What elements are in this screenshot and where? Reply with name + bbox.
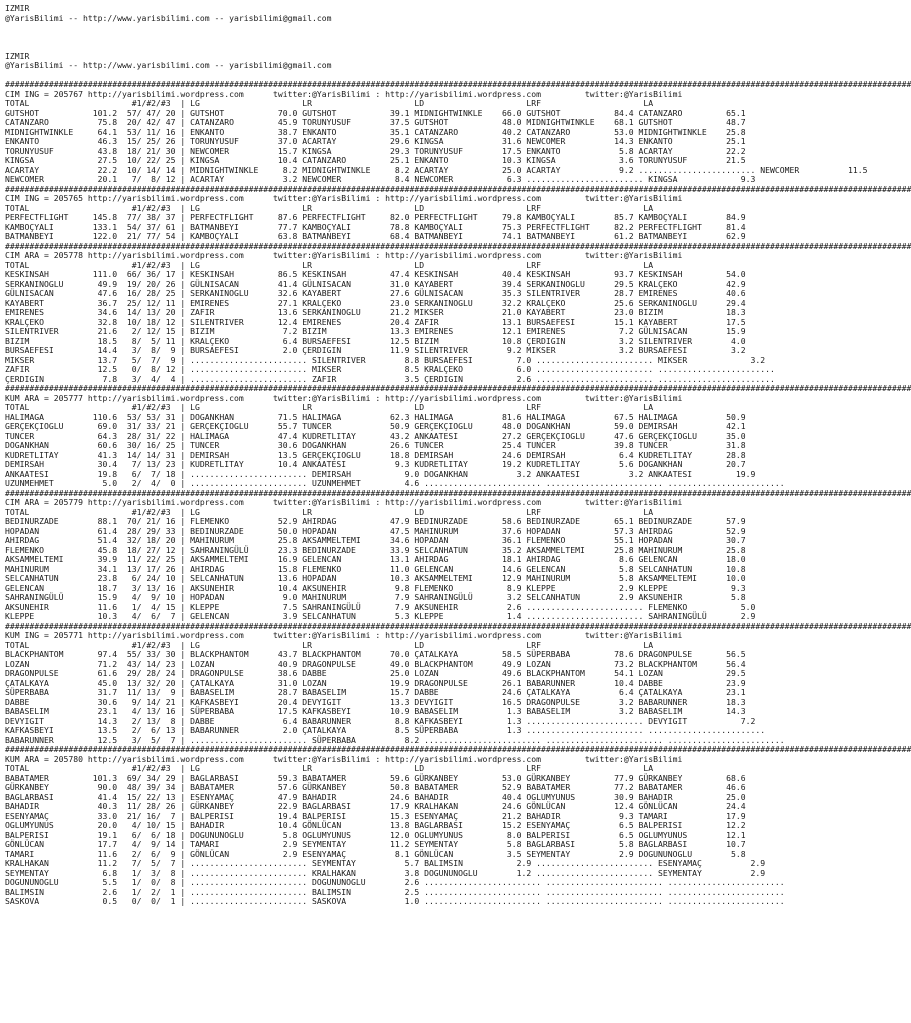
text-line: TAMARI 11.6 2/ 6/ 9 | GÖNLÜCAN 2.9 ESENYAMAÇ 8.1 GÖNLÜCAN 3.5 SEYMENTAY 2.9 DOGUNUNOGLU 5.8	[5, 848, 746, 859]
text-line: IZMIR	[5, 3, 30, 13]
text-line: AHIRDAG 51.4 32/ 18/ 20 | MAHINURUM 25.8 AKSAMMELTEMI 34.6 HOPADAN 36.1 FLEMENKO 55.1 HOPADAN 30.7	[5, 535, 746, 545]
text-line: KLEPPE 10.3 4/ 6/ 7 | GELENCAN 3.9 SELCANHATUN 5.3 KLEPPE 1.4 ........................ SAHRANINGÜLÜ 2.9	[5, 611, 756, 621]
text-line: BAGLARBASI 41.4 15/ 22/ 13 | ESENYAMAÇ 47.9 BAHADIR 24.6 BAHADIR 40.4 OGLUMYUNUS 30.9 BAHADIR 25.0	[5, 791, 746, 802]
text-line: SAHRANINGÜLÜ 15.9 4/ 9/ 10 | HOPADAN 9.0 MAHINURUM 7.9 SAHRANINGÜLÜ 3.2 SELCANHATUN 2.9 AKSUNEHIR 5.8	[5, 592, 746, 602]
text-line: TOTAL #1/#2/#3 | LG LR LD LRF LA	[5, 763, 654, 773]
text-line: BALPERISI 19.1 6/ 6/ 18 | DOGUNUNOGLU 5.8 OGLUMYUNUS 12.0 OGLUMYUNUS 8.0 BALPERISI 6.5 OGLUMYUNUS 12.1	[5, 829, 746, 840]
text-line: GELENCAN 18.7 3/ 13/ 16 | AKSUNEHIR 10.4 AKSUNEHIR 9.8 FLEMENKO 8.9 KLEPPE 2.9 KLEPPE 9.3	[5, 582, 746, 593]
text-line: CATANZARO 75.8 20/ 42/ 47 | CATANZARO 45.9 TORUNYUSUF 37.5 GUTSHOT 48.0 MIDNIGHTWINKLE 68.1 GUTSHOT 48.7	[5, 117, 746, 127]
text-line: ##########################################################################################################################################################################################	[5, 620, 911, 631]
text-line: GÜRKANBEY 90.0 48/ 39/ 34 | BABATAMER 57.6 GÜRKANBEY 50.8 BABATAMER 52.9 BABATAMER 77.2 BABATAMER 46.6	[5, 782, 746, 792]
text-line	[5, 23, 819, 33]
text-line: SILENTRIVER 21.6 2/ 12/ 15 | BIZIM 7.2 BIZIM 13.3 EMIRENES 12.1 EMIRENES 7.2 GÜLNISACAN 15.9	[5, 326, 746, 336]
text-line: ##########################################################################################################################################################################################	[5, 240, 911, 251]
text-line: ZAFIR 12.5 0/ 8/ 12 | ........................ MIKSER 8.5 KRALÇEKO 6.0 ........................ ........................	[5, 364, 775, 374]
text-line: CIM ARA = 205779 http://yarisbilimi.wordpress.com twitter:@YarisBilimi : http://yarisbilimi.wordpress.com twitter:@YarisBilimi	[5, 497, 683, 507]
text-line: TOTAL #1/#2/#3 | LG LR LD LRF LA	[5, 202, 654, 213]
text-line: SELCANHATUN 23.8 6/ 24/ 10 | SELCANHATUN 13.6 HOPADAN 10.3 AKSAMMELTEMI 12.9 MAHINURUM 5.8 AKSAMMELTEMI 10.0	[5, 573, 746, 583]
text-line	[5, 42, 819, 52]
text-line: BATMANBEYI 122.0 21/ 77/ 54 | KAMBOÇYALI 63.8 BATMANBEYI 68.4 BATMANBEYI 74.1 BATMANBEYI 61.2 BATMANBEYI 62.9	[5, 231, 746, 241]
text-line: DEVYIGIT 14.3 2/ 13/ 8 | DABBE 6.4 BABARUNNER 8.8 KAFKASBEYI 1.3 ........................ DEVYIGIT 7.2	[5, 715, 756, 726]
text-line: HOPADAN 61.4 28/ 29/ 33 | BEDINURZADE 50.0 HOPADAN 47.5 MAHINURUM 37.6 HOPADAN 57.3 AHIRDAG 52.9	[5, 525, 746, 536]
text-line: GÜLNISACAN 47.6 16/ 28/ 25 | SERKANINOGLU 32.6 KAYABERT 27.6 GÜLNISACAN 35.3 SILENTRIVER 28.7 EMIRENES 40.6	[5, 288, 746, 298]
text-line	[5, 33, 819, 43]
text-line: BEDINURZADE 88.1 70/ 21/ 16 | FLEMENKO 52.9 AHIRDAG 47.9 BEDINURZADE 58.6 BEDINURZADE 65.1 BEDINURZADE 57.9	[5, 516, 746, 526]
text-line: ÇERDIGIN 7.8 3/ 4/ 4 | ........................ ZAFIR 3.5 ÇERDIGIN 2.6 ........................ ........................	[5, 373, 775, 384]
text-line: KUM ARA = 205777 http://yarisbilimi.wordpress.com twitter:@YarisBilimi : http://yarisbilimi.wordpress.com twitter:@YarisBilimi	[5, 392, 683, 403]
text-line: MAHINURUM 34.1 13/ 17/ 26 | AHIRDAG 15.8 FLEMENKO 11.0 GELENCAN 14.6 GELENCAN 5.8 SELCANHATUN 10.8	[5, 563, 746, 574]
text-line: KUM ING = 205771 http://yarisbilimi.wordpress.com twitter:@YarisBilimi : http://yarisbilimi.wordpress.com twitter:@YarisBilimi	[5, 630, 683, 640]
text-line: KRALHAKAN 11.2 7/ 5/ 7 | ........................ SEYMENTAY 5.7 BALIMSIN 2.9 ........................ ESENYAMAÇ 2.9	[5, 858, 766, 868]
text-line: DEMIRSAH 30.4 7/ 13/ 23 | KUDRETLITAY 10.4 ANKAATESI 9.3 KUDRETLITAY 19.2 KUDRETLITAY 5.6 DOGANKHAN 20.7	[5, 459, 746, 469]
text-line: SÜPERBABA 31.7 11/ 13/ 9 | BABASELIM 28.7 BABASELIM 15.7 DABBE 24.6 ÇATALKAYA 6.4 ÇATALKAYA 23.1	[5, 687, 746, 697]
text-line: CIM ING = 205765 http://yarisbilimi.wordpress.com twitter:@YarisBilimi : http://yarisbilimi.wordpress.com twitter:@YarisBilimi	[5, 193, 683, 203]
text-line: MIKSER 13.7 5/ 7/ 9 | ........................ SILENTRIVER 8.8 BURSAEFESI 7.0 ........................ MIKSER 3.2	[5, 354, 766, 365]
text-line: NEWCOMER 20.1 7/ 8/ 12 | ACARTAY 3.2 NEWCOMER 8.4 NEWCOMER 6.3 ........................ KINGSA 9.3	[5, 174, 756, 184]
text-line: OGLUMYUNUS 20.0 4/ 10/ 15 | BAHADIR 10.4 GÖNLÜCAN 13.8 BAGLARBASI 15.2 ESENYAMAÇ 6.5 BALPERISI 12.2	[5, 820, 746, 830]
text-line: HALIMAGA 110.6 53/ 53/ 31 | DOGANKHAN 71.5 HALIMAGA 62.3 HALIMAGA 81.6 HALIMAGA 67.5 HALIMAGA 50.9	[5, 411, 746, 422]
text-line: ##########################################################################################################################################################################################	[5, 183, 911, 194]
text-line: FLEMENKO 45.8 18/ 27/ 12 | SAHRANINGÜLÜ 23.3 BEDINURZADE 33.9 SELCANHATUN 35.2 AKSAMMELTEMI 25.8 MAHINURUM 25.8	[5, 544, 746, 555]
text-line: ÇATALKAYA 45.0 13/ 32/ 20 | ÇATALKAYA 31.0 LOZAN 19.9 DRAGONPULSE 26.1 BABARUNNER 10.4 DABBE 23.9	[5, 677, 746, 688]
text-line: BLACKPHANTOM 97.4 55/ 33/ 30 | BLACKPHANTOM 43.7 BLACKPHANTOM 70.0 ÇATALKAYA 58.5 SÜPERBABA 78.6 DRAGONPULSE 56.5	[5, 649, 746, 659]
text-line: TOTAL #1/#2/#3 | LG LR LD LRF LA	[5, 506, 654, 517]
text-line: ##########################################################################################################################################################################################	[5, 744, 911, 754]
text-line: AKSUNEHIR 11.6 1/ 4/ 15 | KLEPPE 7.5 SAHRANINGÜLÜ 7.9 AKSUNEHIR 2.6 ........................ FLEMENKO 5.0	[5, 601, 756, 612]
text-line: SASKOVA 0.5 0/ 0/ 1 | ........................ SASKOVA 1.0 ........................ ........................ ........................	[5, 896, 785, 906]
text-line: LOZAN 71.2 43/ 14/ 23 | LOZAN 40.9 DRAGONPULSE 49.0 BLACKPHANTOM 49.9 LOZAN 73.2 BLACKPHANTOM 56.4	[5, 658, 746, 669]
text-line: KAYABERT 36.7 25/ 12/ 11 | EMIRENES 27.1 KRALÇEKO 23.0 SERKANINOGLU 32.2 KRALÇEKO 25.6 SERKANINOGLU 29.4	[5, 297, 746, 308]
text-line: UZUNMEHMET 5.0 2/ 4/ 0 | ........................ UZUNMEHMET 4.6 ........................ ........................ ........................	[5, 478, 785, 488]
text-line: ANKAATESI 19.8 6/ 7/ 18 | ........................ DEMIRSAH 9.0 DOGANKHAN 3.2 ANKAATESI 3.2 ANKAATESI 19.9	[5, 468, 756, 479]
text-line: DOGANKHAN 60.6 30/ 16/ 25 | TUNCER 30.6 DOGANKHAN 26.6 TUNCER 25.4 TUNCER 39.8 TUNCER 31.8	[5, 440, 746, 450]
text-line: KAFKASBEYI 13.5 2/ 6/ 13 | BABARUNNER 2.0 ÇATALKAYA 8.5 SÜPERBABA 1.3 ........................ ........................	[5, 725, 766, 735]
text-line: BALIMSIN 2.6 1/ 2/ 1 | ........................ BALIMSIN 2.5 ........................ ........................ ........................	[5, 886, 785, 897]
text-line: DOGUNUNOGLU 5.5 1/ 0/ 8 | ........................ DOGUNUNOGLU 2.6 ........................ ........................ ........................	[5, 877, 785, 887]
text-line: ENKANTO 46.3 15/ 25/ 26 | TORUNYUSUF 37.0 ACARTAY 29.6 KINGSA 31.6 NEWCOMER 14.3 ENKANTO 25.1	[5, 136, 746, 146]
text-line: CIM ING = 205767 http://yarisbilimi.wordpress.com twitter:@YarisBilimi : http://yarisbilimi.wordpress.com twitter:@YarisBilimi	[5, 88, 683, 99]
text-line: BIZIM 18.5 8/ 5/ 11 | KRALÇEKO 6.4 BURSAEFESI 12.5 BIZIM 10.8 ÇERDIGIN 3.2 SILENTRIVER 4.0	[5, 335, 746, 346]
text-line: IZMIR	[5, 50, 30, 61]
text-line: ##########################################################################################################################################################################################	[5, 487, 911, 498]
text-line: AKSAMMELTEMI 39.9 11/ 22/ 25 | AKSAMMELTEMI 16.9 GELENCAN 13.1 AHIRDAG 18.1 AHIRDAG 8.6 GELENCAN 18.0	[5, 554, 746, 564]
text-line: ##########################################################################################################################################################################################	[5, 79, 911, 89]
text-line: ##########################################################################################################################################################################################	[5, 383, 911, 393]
text-line: KAMBOÇYALI 133.1 54/ 37/ 61 | BATMANBEYI 77.7 KAMBOÇYALI 78.8 KAMBOÇYALI 75.3 PERFECTFLIGHT 82.2 PERFECTFLIGHT 81.4	[5, 221, 746, 232]
text-line: GERÇEKÇIOGLU 69.0 31/ 33/ 21 | GERÇEKÇIOGLU 55.7 TUNCER 50.9 GERÇEKÇIOGLU 48.0 DOGANKHAN 59.0 DEMIRSAH 42.1	[5, 421, 746, 431]
text-line: MIDNIGHTWINKLE 64.1 53/ 11/ 16 | ENKANTO 38.7 ENKANTO 35.1 CATANZARO 40.2 CATANZARO 53.0 MIDNIGHTWINKLE 25.8	[5, 126, 746, 137]
text-line: SEYMENTAY 6.8 1/ 3/ 8 | ........................ KRALHAKAN 3.8 DOGUNUNOGLU 1.2 ........................ SEYMENTAY 2.9	[5, 867, 766, 878]
text-line: @YarisBilimi -- http://www.yarisbilimi.com -- yarisbilimi@gmail.com	[5, 60, 332, 70]
text-line: TOTAL #1/#2/#3 | LG LR LD LRF LA	[5, 98, 654, 108]
text-line: TUNCER 64.3 28/ 31/ 22 | HALIMAGA 47.4 KUDRETLITAY 43.2 ANKAATESI 27.2 GERÇEKÇIOGLU 47.6 GERÇEKÇIOGLU 35.0	[5, 430, 746, 441]
text-line: @YarisBilimi -- http://www.yarisbilimi.com -- yarisbilimi@gmail.com	[5, 12, 332, 23]
text-line: BABATAMER 101.3 69/ 34/ 29 | BAGLARBASI 59.3 BABATAMER 59.6 GÜRKANBEY 53.0 GÜRKANBEY 77.9 GÜRKANBEY 68.6	[5, 772, 746, 783]
text-line: TOTAL #1/#2/#3 | LG LR LD LRF LA	[5, 402, 654, 412]
text-line: KUDRETLITAY 41.3 14/ 14/ 31 | DEMIRSAH 13.5 GERÇEKÇIOGLU 18.8 DEMIRSAH 24.6 DEMIRSAH 6.4 KUDRETLITAY 28.8	[5, 449, 746, 460]
text-line: TOTAL #1/#2/#3 | LG LR LD LRF LA	[5, 639, 654, 650]
text-line: EMIRENES 34.6 14/ 13/ 20 | ZAFIR 13.6 SERKANINOGLU 21.2 MIKSER 21.0 KAYABERT 23.0 BIZIM 18.3	[5, 307, 746, 317]
text-line: TOTAL #1/#2/#3 | LG LR LD LRF LA	[5, 259, 654, 270]
text-line: KUM ARA = 205780 http://yarisbilimi.wordpress.com twitter:@YarisBilimi : http://yarisbilimi.wordpress.com twitter:@YarisBilimi	[5, 753, 683, 764]
text-line: KINGSA 27.5 10/ 22/ 25 | KINGSA 10.4 CATANZARO 25.1 ENKANTO 10.3 KINGSA 3.6 TORUNYUSUF 21.5	[5, 155, 746, 165]
text-line: CIM ARA = 205778 http://yarisbilimi.wordpress.com twitter:@YarisBilimi : http://yarisbilimi.wordpress.com twitter:@YarisBilimi	[5, 250, 683, 260]
text-line: KESKINSAH 111.0 66/ 36/ 17 | KESKINSAH 86.5 KESKINSAH 47.4 KESKINSAH 40.4 KESKINSAH 93.7 KESKINSAH 54.0	[5, 269, 746, 279]
text-line: BABASELIM 23.1 4/ 13/ 16 | SÜPERBABA 17.5 KAFKASBEYI 10.9 BABASELIM 1.3 BABASELIM 3.2 BABASELIM 14.3	[5, 706, 746, 716]
text-line: DABBE 30.6 9/ 14/ 21 | KAFKASBEYI 20.4 DEVYIGIT 13.3 DEVYIGIT 16.5 DRAGONPULSE 3.2 BABARUNNER 18.3	[5, 696, 746, 707]
text-line: PERFECTFLIGHT 145.8 77/ 38/ 37 | PERFECTFLIGHT 87.6 PERFECTFLIGHT 82.0 PERFECTFLIGHT 79.8 KAMBOÇYALI 85.7 KAMBOÇYALI 84.9	[5, 212, 746, 222]
text-line: GÖNLÜCAN 17.7 4/ 9/ 14 | TAMARI 2.9 SEYMENTAY 11.2 SEYMENTAY 5.8 BAGLARBASI 5.8 BAGLARBASI 10.7	[5, 839, 746, 849]
text-line: ACARTAY 22.2 10/ 14/ 14 | MIDNIGHTWINKLE 8.2 MIDNIGHTWINKLE 8.2 ACARTAY 25.0 ACARTAY 9.2 ........................ NEWCOMER 11.5	[5, 164, 868, 175]
text-line: BABARUNNER 12.5 3/ 5/ 7 | ........................ SÜPERBABA 8.2 ........................ ........................ ........................	[5, 734, 785, 745]
text-line: DRAGONPULSE 61.6 29/ 28/ 24 | DRAGONPULSE 38.6 DABBE 25.0 LOZAN 49.6 BLACKPHANTOM 54.1 LOZAN 29.5	[5, 668, 746, 678]
text-line: BAHADIR 40.3 11/ 28/ 26 | GÜRKANBEY 22.9 BAGLARBASI 17.9 KRALHAKAN 24.6 GÖNLÜCAN 12.4 GÖNLÜCAN 24.4	[5, 801, 746, 811]
text-line: BURSAEFESI 14.4 3/ 8/ 9 | BURSAEFESI 2.0 ÇERDIGIN 11.9 SILENTRIVER 9.2 MIKSER 3.2 BURSAEFESI 3.2	[5, 345, 746, 355]
text-line: SERKANINOGLU 49.9 19/ 20/ 26 | GÜLNISACAN 41.4 GÜLNISACAN 31.0 KAYABERT 39.4 SERKANINOGLU 29.5 KRALÇEKO 42.9	[5, 278, 746, 289]
text-line: TORUNYUSUF 43.8 18/ 21/ 30 | NEWCOMER 15.7 KINGSA 29.3 TORUNYUSUF 17.5 ENKANTO 5.8 ACARTAY 22.2	[5, 145, 746, 156]
text-line: ESENYAMAÇ 33.0 21/ 16/ 7 | BALPERISI 19.4 BALPERISI 15.3 ESENYAMAÇ 21.2 BAHADIR 9.3 TAMARI 17.9	[5, 810, 746, 821]
text-line: GUTSHOT 101.2 57/ 47/ 20 | GUTSHOT 70.0 GUTSHOT 39.1 MIDNIGHTWINKLE 66.0 GUTSHOT 84.4 CATANZARO 65.1	[5, 107, 746, 118]
text-line: KRALÇEKO 32.8 10/ 18/ 12 | SILENTRIVER 12.4 EMIRENES 20.4 ZAFIR 13.1 BURSAEFESI 15.1 KAYABERT 17.5	[5, 316, 746, 327]
